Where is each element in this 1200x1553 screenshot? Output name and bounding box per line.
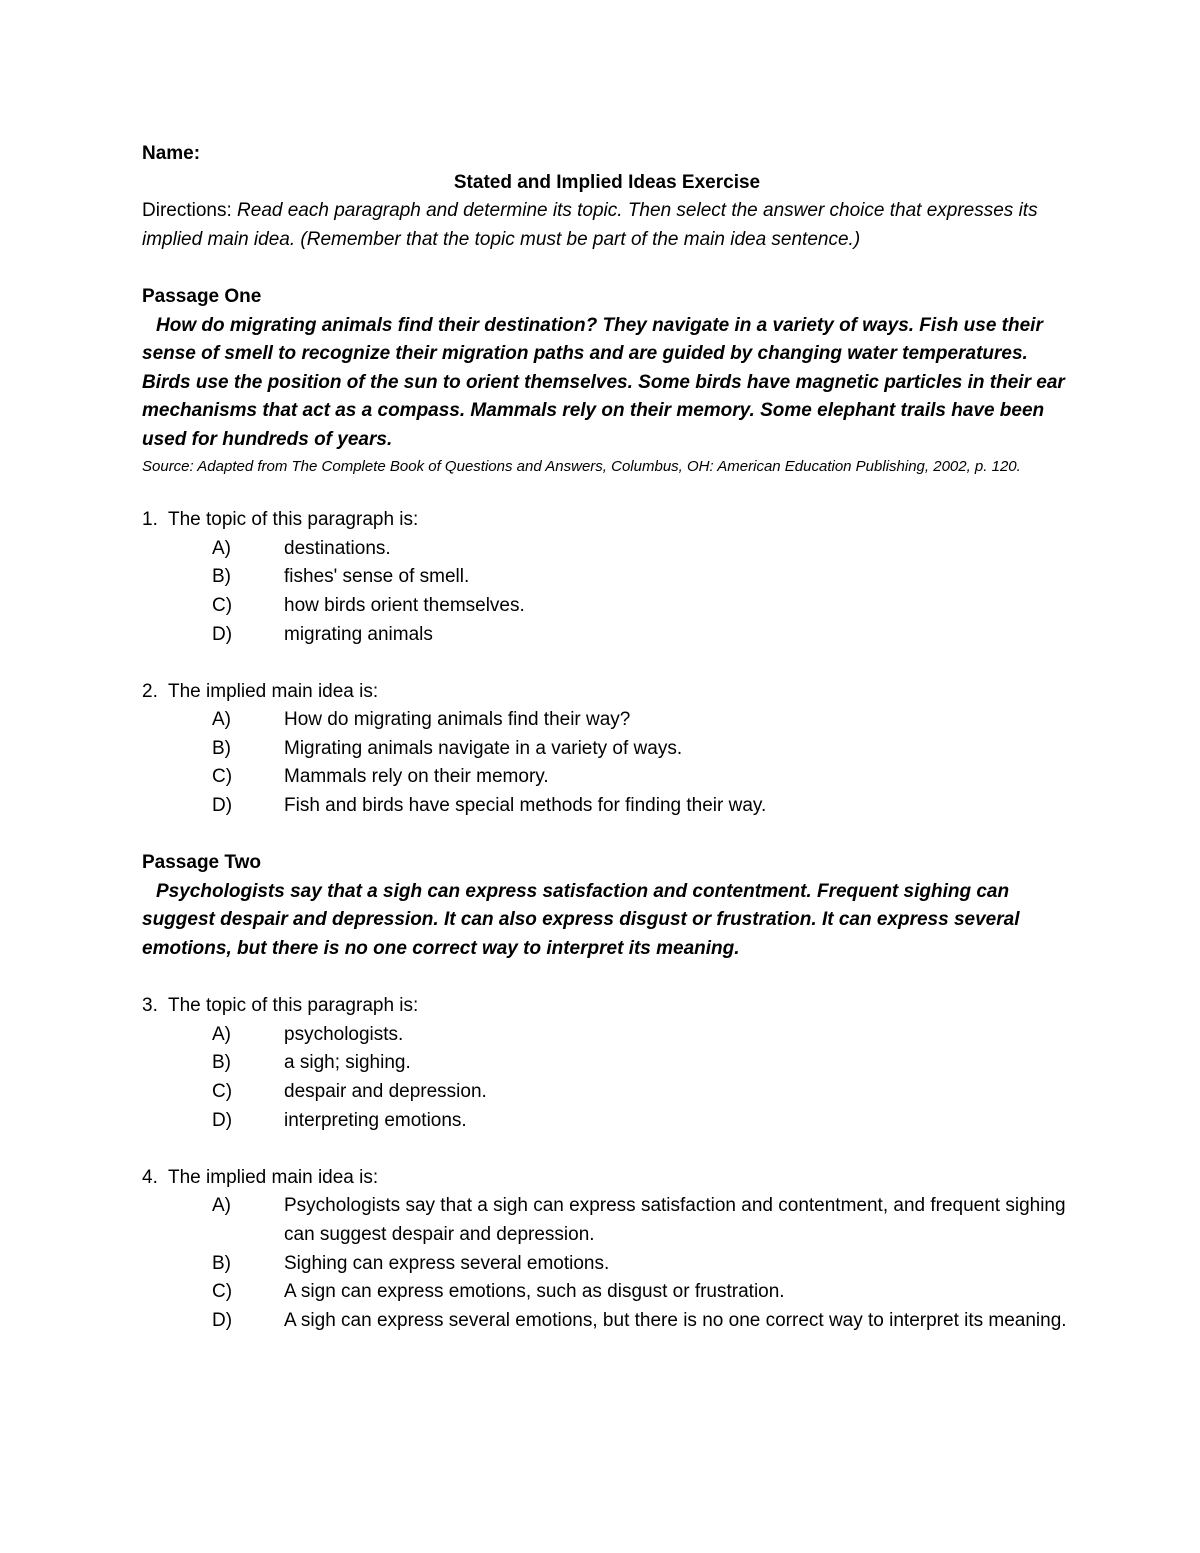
option-text: Sighing can express several emotions. <box>284 1252 610 1274</box>
question-text: The topic of this paragraph is: <box>168 509 419 531</box>
question-3 <box>142 992 1072 1135</box>
page-title: Stated and Implied Ideas Exercise <box>453 171 761 193</box>
option-text: A sigh can express several emotions, but there is no one correct way to interpret its meaning. <box>284 1309 1067 1331</box>
question-prompt <box>142 506 1072 535</box>
passage-one-heading: Passage One <box>142 285 262 307</box>
spacer <box>142 821 1072 850</box>
question-2 <box>142 678 1072 821</box>
answer-option[interactable] <box>212 1250 1072 1279</box>
answer-option[interactable] <box>212 1049 1072 1078</box>
option-text: fishes' sense of smell. <box>284 566 470 588</box>
option-letter: D) <box>212 623 233 645</box>
option-text: migrating animals <box>284 623 433 645</box>
option-letter: B) <box>212 737 231 759</box>
answer-option[interactable] <box>212 706 1072 735</box>
option-text: Psychologists say that a sigh can express satisfaction and contentment, and frequent sighing can suggest despair and depression. <box>284 1195 1066 1245</box>
option-letter: B) <box>212 1052 231 1074</box>
name-label: Name: <box>142 143 201 164</box>
question-text: The implied main idea is: <box>168 680 379 702</box>
option-text: Mammals rely on their memory. <box>284 766 549 788</box>
answer-option[interactable] <box>212 563 1072 592</box>
question-1 <box>142 506 1072 649</box>
answer-option[interactable] <box>212 1278 1072 1307</box>
question-number: 3. <box>142 995 158 1017</box>
question-text: The implied main idea is: <box>168 1166 379 1188</box>
option-letter: A) <box>212 1023 231 1045</box>
option-text: despair and depression. <box>284 1081 487 1102</box>
option-text: interpreting emotions. <box>284 1109 467 1131</box>
option-letter: C) <box>212 594 233 616</box>
option-text: psychologists. <box>284 1023 404 1045</box>
option-text: how birds orient themselves. <box>284 594 525 616</box>
question-prompt <box>142 1164 1072 1193</box>
answer-option[interactable] <box>212 535 1072 564</box>
answer-option[interactable] <box>212 592 1072 621</box>
spacer <box>142 649 1072 678</box>
option-letter: B) <box>212 566 231 588</box>
option-letter: A) <box>212 709 231 731</box>
spacer <box>142 1135 1072 1164</box>
answer-option[interactable] <box>212 1107 1072 1136</box>
option-letter: A) <box>212 1195 231 1217</box>
directions-text: Read each paragraph and determine its topic. Then select the answer choice that expresses its implied main idea. (Remember that the topic must be part of the main idea sentence.) <box>142 200 1038 250</box>
option-text: a sigh; sighing. <box>284 1052 411 1074</box>
answer-option[interactable] <box>212 735 1072 764</box>
option-letter: C) <box>212 1081 233 1102</box>
question-number: 1. <box>142 509 158 531</box>
answer-options <box>142 1021 1072 1135</box>
option-text: Migrating animals navigate in a variety of ways. <box>284 737 683 759</box>
answer-option[interactable] <box>212 1307 1072 1336</box>
spacer <box>142 254 1072 283</box>
passage-one-source: Source: Adapted from The Complete Book of Questions and Answers, Columbus, OH: American Education Publishing, 2002, p. 120. <box>142 457 1021 475</box>
answer-option[interactable] <box>212 763 1072 792</box>
option-text: destinations. <box>284 537 391 559</box>
question-text: The topic of this paragraph is: <box>168 995 419 1017</box>
passage-two-heading: Passage Two <box>142 852 261 874</box>
question-number: 2. <box>142 680 158 702</box>
passage-one-text: How do migrating animals find their destination? They navigate in a variety of ways. Fish use their sense of smell to recognize their migration paths and are guided by changing water temperatures. Birds use the position of the sun to orient themselves. Some birds have magnetic particles in their ear mechanisms that act as a compass. Mammals rely on their memory. Some elephant trails have been used for hundreds of years. <box>142 314 1065 450</box>
option-letter: D) <box>212 1309 233 1331</box>
option-text: How do migrating animals find their way? <box>284 709 631 731</box>
question-prompt <box>142 678 1072 707</box>
worksheet-page <box>142 140 1072 1335</box>
answer-option[interactable] <box>212 792 1072 821</box>
answer-options <box>142 535 1072 649</box>
directions <box>142 197 1072 254</box>
answer-option[interactable] <box>212 1021 1072 1050</box>
answer-option[interactable] <box>212 621 1072 650</box>
option-letter: D) <box>212 1109 233 1131</box>
answer-options <box>142 706 1072 820</box>
question-4 <box>142 1164 1072 1336</box>
question-number: 4. <box>142 1166 158 1188</box>
question-prompt <box>142 992 1072 1021</box>
option-letter: D) <box>212 795 233 817</box>
option-text: Fish and birds have special methods for finding their way. <box>284 795 767 817</box>
answer-option[interactable] <box>212 1078 1072 1107</box>
option-letter: B) <box>212 1252 231 1274</box>
passage-two-text: Psychologists say that a sigh can express satisfaction and contentment. Frequent sighing can suggest despair and depression. It can also express disgust or frustration. It can express several emotions, but there is no one correct way to interpret its meaning. <box>142 880 1020 960</box>
spacer <box>142 478 1072 507</box>
spacer <box>142 964 1072 993</box>
option-text: A sign can express emotions, such as disgust or frustration. <box>284 1281 785 1303</box>
option-letter: A) <box>212 537 231 559</box>
directions-label: Directions: <box>142 200 232 222</box>
option-letter: C) <box>212 766 233 788</box>
option-letter: C) <box>212 1281 233 1303</box>
answer-options <box>142 1192 1072 1335</box>
answer-option[interactable] <box>212 1192 1072 1249</box>
